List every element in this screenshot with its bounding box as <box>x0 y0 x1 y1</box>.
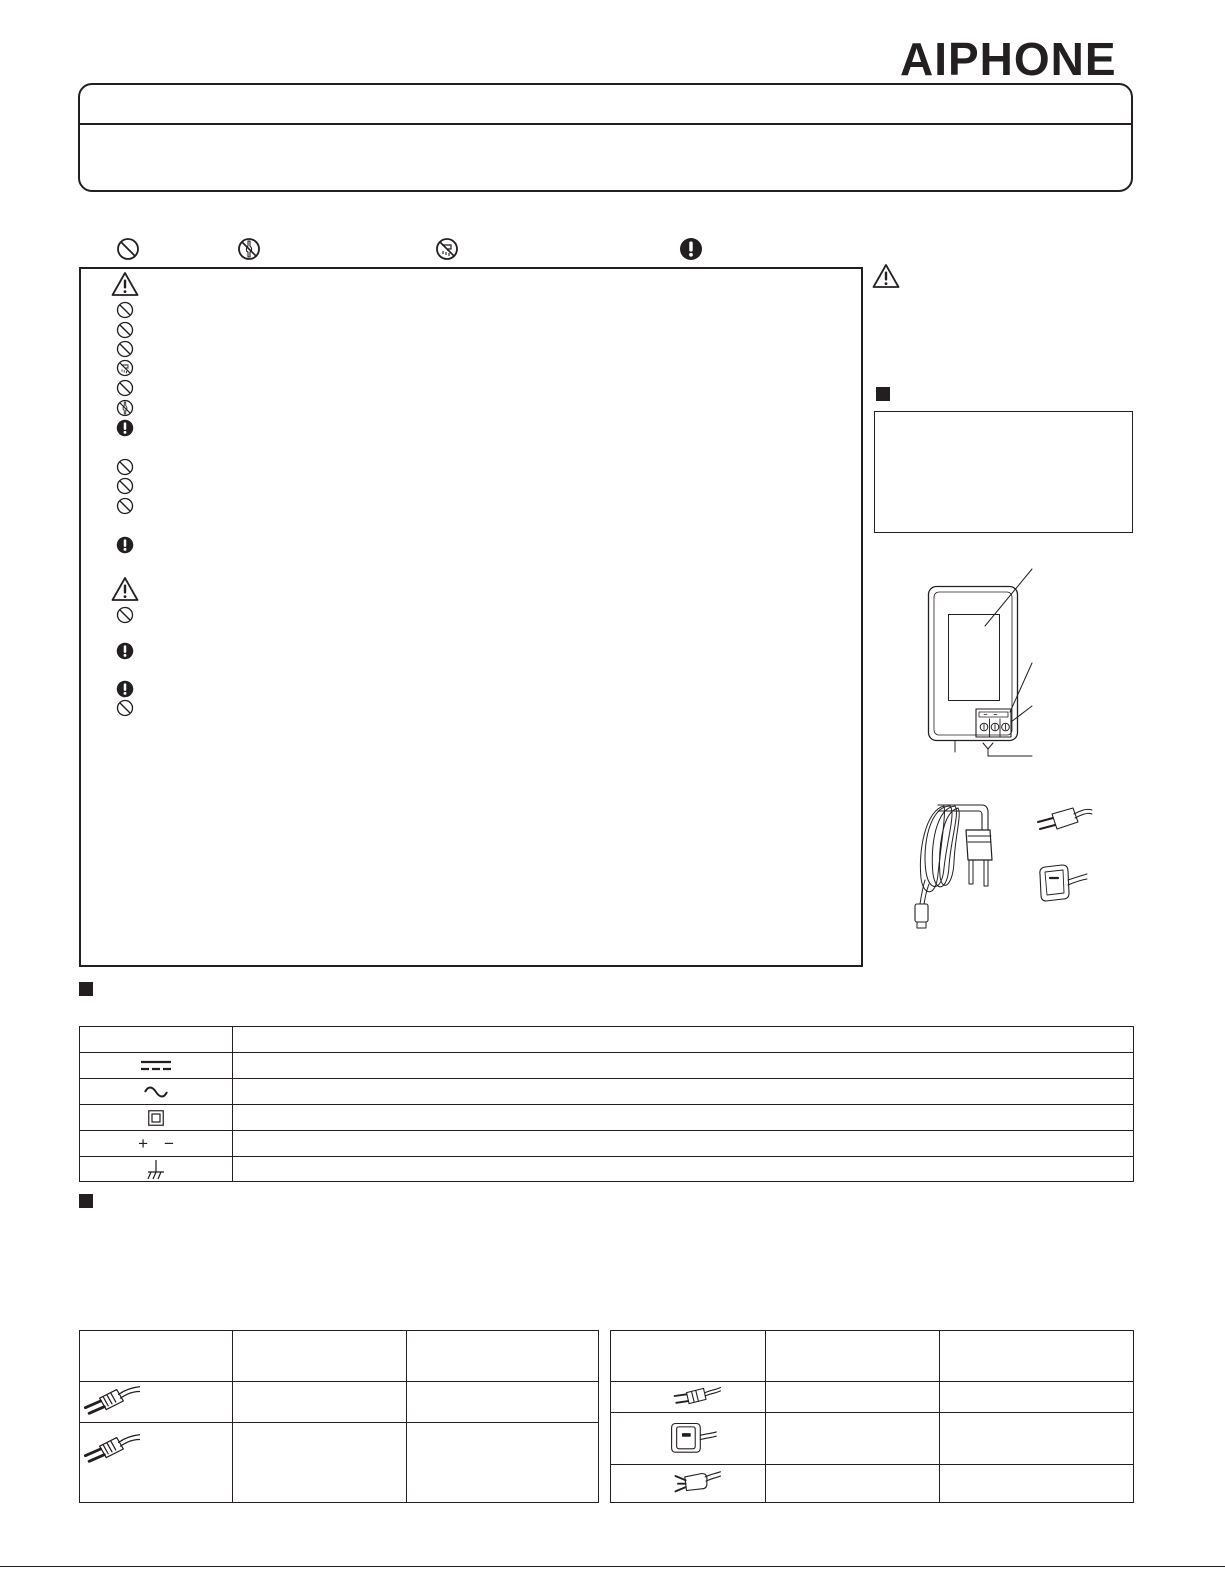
table-cell <box>940 1413 1134 1465</box>
warning-icon <box>872 263 900 289</box>
prohibited-icon <box>116 379 134 397</box>
aiphone-logo: AIPHONE <box>900 33 1117 85</box>
ac-symbol-icon <box>143 1085 169 1099</box>
table-row <box>80 1079 1134 1105</box>
prohibited-icon <box>116 477 134 495</box>
mandatory-action-icon <box>116 642 134 660</box>
table-cell <box>233 1105 1134 1131</box>
table-header-row <box>611 1331 1134 1382</box>
table-cell <box>407 1423 599 1503</box>
prohibited-icon <box>116 301 134 319</box>
table-cell <box>233 1331 407 1382</box>
table-cell <box>407 1382 599 1423</box>
section-bullet-square <box>79 982 93 996</box>
table-row <box>80 1131 1134 1157</box>
prohibited-icon <box>116 458 134 476</box>
table-row <box>80 1157 1134 1182</box>
table-row <box>80 1105 1134 1131</box>
table-cell <box>407 1331 599 1382</box>
au-plug-icon <box>664 1465 726 1499</box>
mandatory-action-icon <box>116 680 134 698</box>
do-not-disassemble-icon <box>116 399 134 417</box>
table-cell <box>233 1027 1134 1053</box>
plug-table-left <box>79 1330 599 1503</box>
mandatory-action-icon <box>116 536 134 554</box>
do-not-disassemble-icon <box>237 237 261 261</box>
table-cell <box>233 1423 407 1503</box>
table-header-row <box>80 1331 599 1382</box>
prohibited-icon <box>116 699 134 717</box>
table-cell <box>611 1331 766 1382</box>
table-row <box>80 1423 599 1503</box>
table-cell <box>233 1382 407 1423</box>
double-insulation-icon <box>148 1110 164 1126</box>
table-cell <box>80 1131 233 1157</box>
adapter-unit-drawing <box>900 555 1050 765</box>
info-box <box>874 411 1133 533</box>
table-cell <box>766 1382 940 1413</box>
table-cell <box>80 1105 233 1131</box>
table-cell <box>940 1331 1134 1382</box>
table-cell <box>80 1027 233 1053</box>
keep-away-from-water-icon <box>116 359 134 377</box>
table-cell <box>766 1413 940 1465</box>
prohibited-icon <box>116 321 134 339</box>
table-cell <box>940 1465 1134 1503</box>
ground-icon <box>146 1159 166 1180</box>
table-cell <box>233 1079 1134 1105</box>
plus-symbol: + <box>138 1133 148 1153</box>
uk-plug-icon <box>664 1418 718 1456</box>
prohibited-icon <box>116 497 134 515</box>
table-cell <box>80 1079 233 1105</box>
keep-away-from-water-icon <box>435 237 459 261</box>
bottom-rule <box>0 1566 1225 1567</box>
table-cell <box>80 1331 233 1382</box>
table-row <box>80 1382 599 1423</box>
title-divider <box>80 123 1131 125</box>
eu-plug-drawing <box>1030 800 1095 835</box>
warning-icon <box>111 576 139 602</box>
us-plug-icon <box>80 1430 142 1468</box>
mandatory-action-icon <box>679 237 703 261</box>
table-cell <box>233 1157 1134 1182</box>
us-plug-icon <box>80 1382 142 1420</box>
symbols-table <box>79 1026 1134 1182</box>
prohibited-icon <box>116 606 134 624</box>
uk-plug-drawing <box>1035 860 1090 905</box>
table-row <box>80 1053 1134 1079</box>
eu-plug-icon <box>664 1379 726 1413</box>
table-cell <box>940 1382 1134 1413</box>
section-bullet-square <box>876 387 890 401</box>
table-cell <box>766 1465 940 1503</box>
prohibited-icon <box>116 237 140 261</box>
table-cell <box>80 1157 233 1182</box>
table-cell <box>233 1131 1134 1157</box>
table-header-row <box>80 1027 1134 1053</box>
minus-symbol: − <box>164 1133 174 1153</box>
table-cell <box>80 1053 233 1079</box>
section-bullet-square <box>79 1194 93 1208</box>
warning-icon <box>111 271 139 297</box>
table-cell <box>233 1053 1134 1079</box>
dc-symbol-icon <box>141 1060 171 1072</box>
mandatory-action-icon <box>116 419 134 437</box>
table-cell <box>766 1331 940 1382</box>
prohibited-icon <box>116 340 134 358</box>
precautions-box <box>79 267 863 967</box>
title-box <box>78 83 1133 192</box>
